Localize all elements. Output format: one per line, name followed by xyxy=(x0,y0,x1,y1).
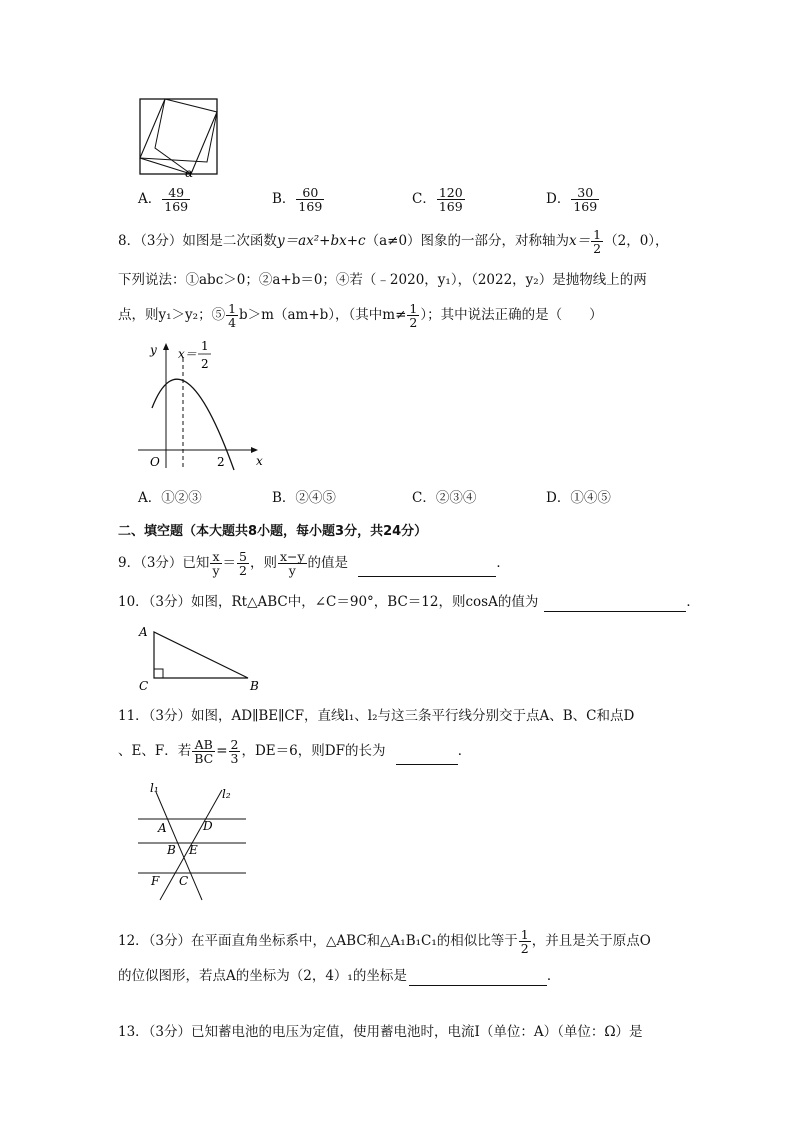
q8-option-a[interactable]: A．①②③ xyxy=(138,490,202,506)
q7-option-d[interactable]: D． $\frac{30}{169}$ xyxy=(546,185,598,214)
q11-parallel-lines-figure xyxy=(136,782,251,902)
q7-option-b[interactable]: B． $\frac{60}{169}$ xyxy=(272,185,323,214)
label-e: E xyxy=(189,843,198,857)
y-axis-arrow xyxy=(163,343,169,350)
axis-eq-label: x＝ xyxy=(178,347,197,361)
q9-answer-blank[interactable] xyxy=(358,562,496,577)
origin-label: O xyxy=(150,455,160,469)
q13-line-1: 13．（3分）已知蓄电池的电压为定值，使用蓄电池时，电流I（单位：A）（单位：Ω）是 xyxy=(118,1024,643,1040)
q12-line-1: 12．（3分）在平面直角坐标系中，△ABC和△A₁B₁C₁的相似比等于 $\frac{1}{2}$ ，并且是关于原点O xyxy=(118,927,651,956)
q8-parabola-graph xyxy=(138,338,273,473)
q7-option-a[interactable]: A． $\frac{49}{169}$ xyxy=(138,185,189,214)
label-d: D xyxy=(203,819,213,833)
q10-answer-blank[interactable] xyxy=(544,597,686,612)
section-heading: 二、填空题（本大题共8小题，每小题3分，共24分） xyxy=(118,524,428,539)
q7-square-figure xyxy=(139,98,219,180)
q12-line-2: 的位似图形，若点A的坐标为（2，4）₁的坐标是 ． xyxy=(118,968,561,984)
label-c: C xyxy=(179,874,189,888)
q8-option-b[interactable]: B．②④⑤ xyxy=(272,490,336,506)
outer-square xyxy=(140,99,217,174)
x-axis-arrow xyxy=(251,447,258,453)
label-b: B xyxy=(167,843,176,857)
inner-lines-2 xyxy=(140,112,217,162)
q11-line-1: 11．（3分）如图，AD∥BE∥CF，直线l₁、l₂与这三条平行线分别交于点A、B、C和点D xyxy=(118,708,635,724)
q8-line-1: 8．（3分）如图是二次函数y＝ax²+bx+c（a≠0）图象的一部分，对称轴为x＝ $\frac{1}{2}$ （2，0）， xyxy=(118,227,669,256)
inner-square xyxy=(140,99,217,174)
label-c: C xyxy=(139,679,149,693)
right-angle-mark xyxy=(154,669,163,678)
q7-option-c[interactable]: C． $\frac{120}{169}$ xyxy=(412,185,463,214)
right-triangle xyxy=(154,632,248,678)
q10-triangle-figure xyxy=(138,624,268,692)
q8-option-c[interactable]: C．②③④ xyxy=(412,490,477,506)
q8-line-3: 点，则y₁＞y₂；⑤ $\frac{1}{4}$ b＞m（am+b），（其中m≠ $\frac{1}{2}$ ）；其中说法正确的是（ ） xyxy=(118,301,603,330)
q12-answer-blank[interactable] xyxy=(409,971,547,986)
q8-option-d[interactable]: D．①④⑤ xyxy=(546,490,611,506)
alpha-label: α xyxy=(185,166,194,180)
q10-line: 10．（3分）如图，Rt△ABC中，∠C＝90°，BC＝12，则cosA的值为 ． xyxy=(118,594,700,610)
axis-num: 1 xyxy=(201,339,209,353)
label-a: A xyxy=(158,821,167,835)
q11-line-2: 、E、F．若 $\frac{AB}{BC}$ = $\frac{2}{3}$ ，DE＝6，则DF的长为 ． xyxy=(118,737,472,766)
two-label: 2 xyxy=(217,455,225,469)
axis-den: 2 xyxy=(201,357,209,371)
label-a: A xyxy=(139,625,148,639)
x-label: x xyxy=(256,454,263,468)
y-label: y xyxy=(150,343,157,357)
q11-answer-blank[interactable] xyxy=(396,750,458,765)
label-f: F xyxy=(151,874,160,888)
label-l1: l₁ xyxy=(150,781,159,795)
label-l2: l₂ xyxy=(222,787,231,801)
q9-line: 9．（3分）已知 $\frac{x}{y}$ ＝ $\frac{5}{2}$ ，则 $\frac{x-y}{y}$ 的值是 ． xyxy=(118,549,510,578)
q8-line-2: 下列说法：①abc＞0；②a+b＝0；④若（﹣2020，y₁），（2022，y₂）是抛物线上的两 xyxy=(118,272,647,288)
label-b: B xyxy=(250,679,259,693)
